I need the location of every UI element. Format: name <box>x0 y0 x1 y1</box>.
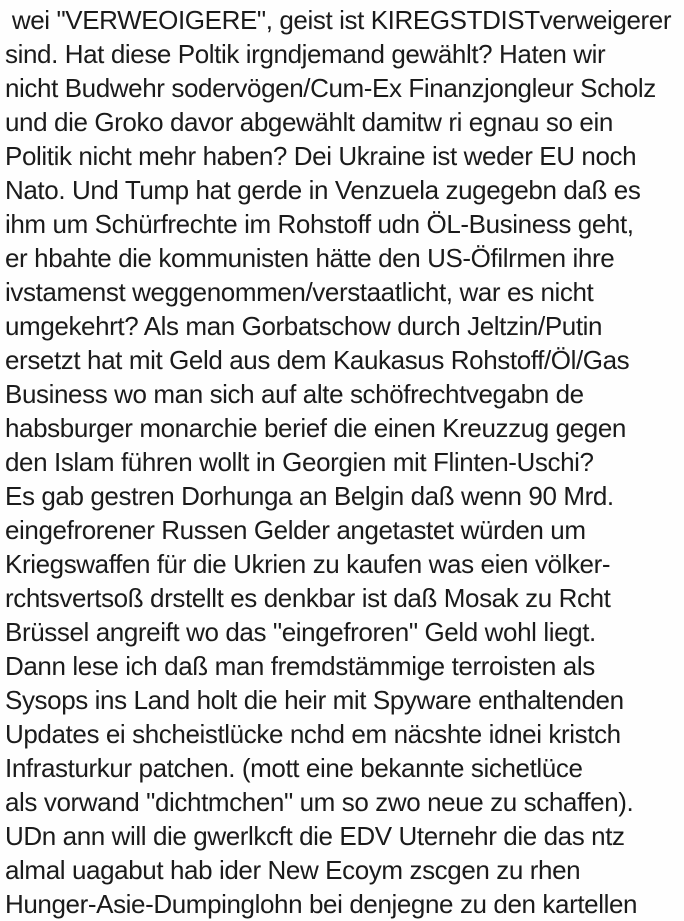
text-line: ivstamenst weggenommen/verstaatlicht, war es nicht <box>5 277 594 307</box>
text-line: umgekehrt? Als man Gorbatschow durch Jeltzin/Putin <box>5 311 603 341</box>
text-line: Infrasturkur patchen. (mott eine bekannte sichetlüce <box>5 753 583 783</box>
text-line: eingefrorener Russen Gelder angetastet würden um <box>5 515 586 545</box>
text-line: ihm um Schürfrechte im Rohstoff udn ÖL-Business geht, <box>5 209 634 239</box>
text-line: als vorwand "dichtmchen" um so zwo neue zu schaffen). <box>5 787 634 817</box>
text-line: Business wo man sich auf alte schöfrechtvegabn de <box>5 379 584 409</box>
text-line: nicht Budwehr sodervögen/Cum-Ex Finanzjongleur Scholz <box>5 73 656 103</box>
text-line: almal uagabut hab ider New Ecoym zscgen zu rhen <box>5 855 581 885</box>
text-line: und die Groko davor abgewählt damitw ri egnau so ein <box>5 107 613 137</box>
text-line: ersetzt hat mit Geld aus dem Kaukasus Rohstoff/Öl/Gas <box>5 345 630 375</box>
text-line: den Islam führen wollt in Georgien mit Flinten-Uschi? <box>5 447 594 477</box>
text-line: sind. Hat diese Poltik irgndjemand gewählt? Haten wir <box>5 39 606 69</box>
text-line: Kriegswaffen für die Ukrien zu kaufen was eien völker- <box>5 549 611 579</box>
text-line: Hunger-Asie-Dumpinglohn bei denjegne zu den kartellen <box>5 889 638 919</box>
text-line: habsburger monarchie berief die einen Kreuzzug gegen <box>5 413 626 443</box>
text-body <box>5 3 684 921</box>
text-line: Politik nicht mehr haben? Dei Ukraine ist weder EU noch <box>5 141 637 171</box>
text-line: Brüssel angreift wo das "eingefroren" Geld wohl liegt. <box>5 617 596 647</box>
text-line: rchtsvertsoß drstellt es denkbar ist daß Mosak zu Rcht <box>5 583 611 613</box>
text-line: Nato. Und Tump hat gerde in Venzuela zugegebn daß es <box>5 175 641 205</box>
text-line: UDn ann will die gwerlkcft die EDV Uternehr die das ntz <box>5 821 625 851</box>
text-line: er hbahte die kommunisten hätte den US-Öfilrmen ihre <box>5 243 615 273</box>
text-line: Dann lese ich daß man fremdstämmige terroisten als <box>5 651 595 681</box>
text-line: Updates ei shcheistlücke nchd em näcshte idnei kristch <box>5 719 621 749</box>
text-line: Sysops ins Land holt die heir mit Spyware enthaltenden <box>5 685 624 715</box>
text-line: Es gab gestren Dorhunga an Belgin daß wenn 90 Mrd. <box>5 481 614 511</box>
text-line: wei "VERWEOIGERE", geist ist KIREGSTDISTverweigerer <box>5 5 672 35</box>
